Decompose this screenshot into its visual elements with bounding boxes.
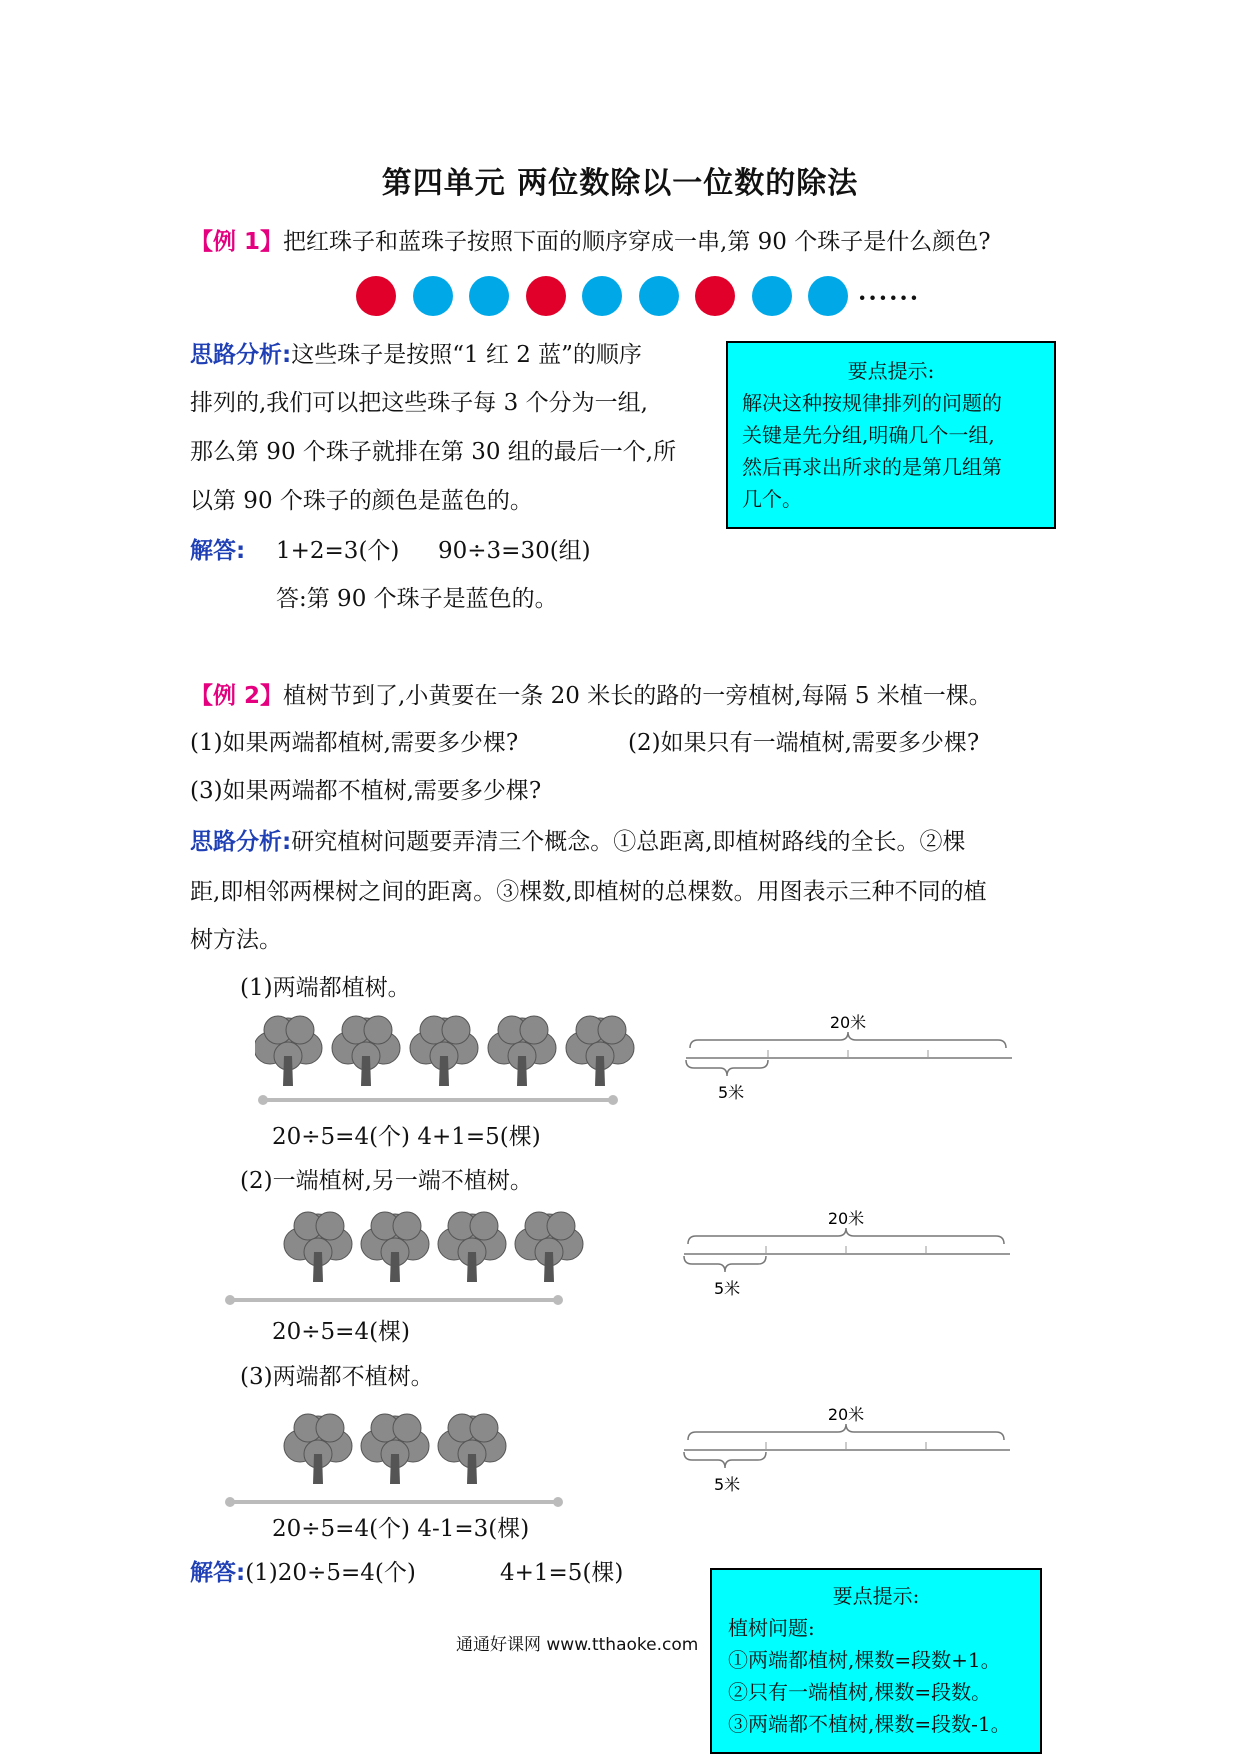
tree-icon (255, 1016, 322, 1086)
road-endpoint (225, 1295, 235, 1305)
case3-seg-brace (684, 1452, 766, 1468)
case1-seg-brace (686, 1060, 768, 1076)
case1-total-brace (690, 1032, 1006, 1048)
example2-analysis-line-2: 距,即相邻两棵树之间的距离。③棵数,即植树的总棵数。用图表示三种不同的植 (190, 879, 987, 905)
case2-label: (2)一端植树,另一端不植树。 (240, 1168, 533, 1194)
case1-segment-diagram (680, 1010, 1020, 1120)
example2-tip-line: 植树问题: (728, 1616, 815, 1640)
example1-answer-label: 解答: (190, 538, 246, 564)
example2-q3: (3)如果两端都不植树,需要多少棵? (190, 778, 542, 804)
example2-q2: (2)如果只有一端植树,需要多少棵? (628, 730, 980, 756)
case3-total-label: 20米 (827, 1405, 865, 1424)
example1-analysis-text-1: 这些珠子是按照“1 红 2 蓝”的顺序 (291, 342, 642, 368)
case3-tree-row (220, 1410, 590, 1510)
example2-q1: (1)如果两端都植树,需要多少棵? (190, 730, 519, 756)
case1-tree-row (255, 1010, 655, 1110)
case1-calc: 20÷5=4(个) 4+1=5(棵) (272, 1124, 541, 1150)
red-bead (526, 276, 566, 316)
example2-analysis-text-1: 研究植树问题要弄清三个概念。①总距离,即植树路线的全长。②棵 (291, 829, 966, 855)
example2-tip-line: ②只有一端植树,棵数=段数。 (728, 1680, 992, 1704)
example1-question: 把红珠子和蓝珠子按照下面的顺序穿成一串,第 90 个珠子是什么颜色? (283, 229, 991, 255)
tree-icon (332, 1016, 400, 1086)
red-bead (356, 276, 396, 316)
case1-label: (1)两端都植树。 (240, 975, 411, 1001)
case2-tree-row (220, 1208, 590, 1308)
case3-label: (3)两端都不植树。 (240, 1364, 434, 1390)
tree-icon (361, 1212, 429, 1282)
example2-answer-calc-2: 4+1=5(棵) (500, 1560, 624, 1586)
example1-tip-line: 然后再求出所求的是第几组第 (742, 455, 1002, 479)
example1-tip-line: 解决这种按规律排列的问题的 (742, 391, 1002, 415)
example2-answer-calc-1: (1)20÷5=4(个) (245, 1560, 416, 1586)
blue-bead (413, 276, 453, 316)
bead-ellipsis: ······ (858, 283, 921, 312)
example1-analysis-label: 思路分析: (190, 342, 292, 368)
example2-answer-line (190, 1558, 416, 1588)
example1-answer-calc-2: 90÷3=30(组) (438, 538, 591, 564)
example1-tip-line: 几个。 (742, 487, 802, 511)
tree-icon (566, 1016, 634, 1086)
example2-question-line (190, 681, 992, 711)
case3-calc: 20÷5=4(个) 4-1=3(棵) (272, 1516, 530, 1542)
example2-analysis-label: 思路分析: (190, 829, 292, 855)
case2-calc: 20÷5=4(棵) (272, 1319, 411, 1345)
example1-analysis-line-2: 排列的,我们可以把这些珠子每 3 个分为一组, (190, 390, 648, 416)
example1-question-line (190, 227, 991, 257)
tree-icon (515, 1212, 583, 1282)
example1-tip-head: 要点提示: (847, 359, 935, 383)
tree-icon (438, 1212, 506, 1282)
tree-icon (410, 1016, 478, 1086)
example1-analysis-line-3: 那么第 90 个珠子就排在第 30 组的最后一个,所 (190, 439, 677, 465)
road-endpoint (258, 1095, 268, 1105)
example2-analysis-line-3: 树方法。 (190, 927, 282, 953)
road-endpoint (608, 1095, 618, 1105)
example1-tip-box (726, 341, 1056, 529)
example2-answer-label: 解答: (190, 1560, 246, 1586)
case1-seg-label: 5米 (718, 1083, 745, 1102)
case2-seg-brace (684, 1256, 766, 1272)
road-endpoint (553, 1497, 563, 1507)
blue-bead (582, 276, 622, 316)
blue-bead (752, 276, 792, 316)
example2-tip-head: 要点提示: (832, 1584, 920, 1608)
example2-analysis-line-1 (190, 827, 966, 857)
footer-watermark: 通通好课网 www.tthaoke.com (456, 1635, 699, 1655)
example2-tip-line: ③两端都不植树,棵数=段数-1。 (728, 1712, 1011, 1736)
case2-segment-diagram (678, 1206, 1018, 1316)
example1-answer-line (190, 536, 245, 566)
page-title: 第四单元 两位数除以一位数的除法 (381, 166, 859, 201)
road-endpoint (225, 1497, 235, 1507)
tree-icon (488, 1016, 556, 1086)
tree-icon (361, 1414, 429, 1484)
road-endpoint (553, 1295, 563, 1305)
blue-bead (639, 276, 679, 316)
example2-question: 植树节到了,小黄要在一条 20 米长的路的一旁植树,每隔 5 米植一棵。 (283, 683, 992, 709)
example1-answer-calc-1: 1+2=3(个) (276, 538, 400, 564)
example2-tip-line: ①两端都植树,棵数=段数+1。 (728, 1648, 1001, 1672)
case2-total-brace (688, 1228, 1004, 1244)
case2-total-label: 20米 (827, 1209, 865, 1228)
example2-tip-box (710, 1568, 1042, 1754)
tree-icon (284, 1212, 352, 1282)
example2-tag: 【例 2】 (190, 683, 284, 709)
example1-analysis-line-4: 以第 90 个珠子的颜色是蓝色的。 (190, 488, 533, 514)
example1-analysis-line-1 (190, 340, 642, 370)
case3-total-brace (688, 1424, 1004, 1440)
blue-bead (469, 276, 509, 316)
blue-bead (808, 276, 848, 316)
case2-seg-label: 5米 (714, 1279, 741, 1298)
tree-icon (438, 1414, 506, 1484)
tree-icon (284, 1414, 352, 1484)
example1-tag: 【例 1】 (190, 229, 284, 255)
example1-tip-line: 关键是先分组,明确几个一组, (742, 423, 995, 447)
case3-seg-label: 5米 (714, 1475, 741, 1494)
red-bead (695, 276, 735, 316)
case1-total-label: 20米 (829, 1013, 867, 1032)
case3-segment-diagram (678, 1402, 1018, 1512)
example1-answer-text: 答:第 90 个珠子是蓝色的。 (276, 586, 558, 612)
